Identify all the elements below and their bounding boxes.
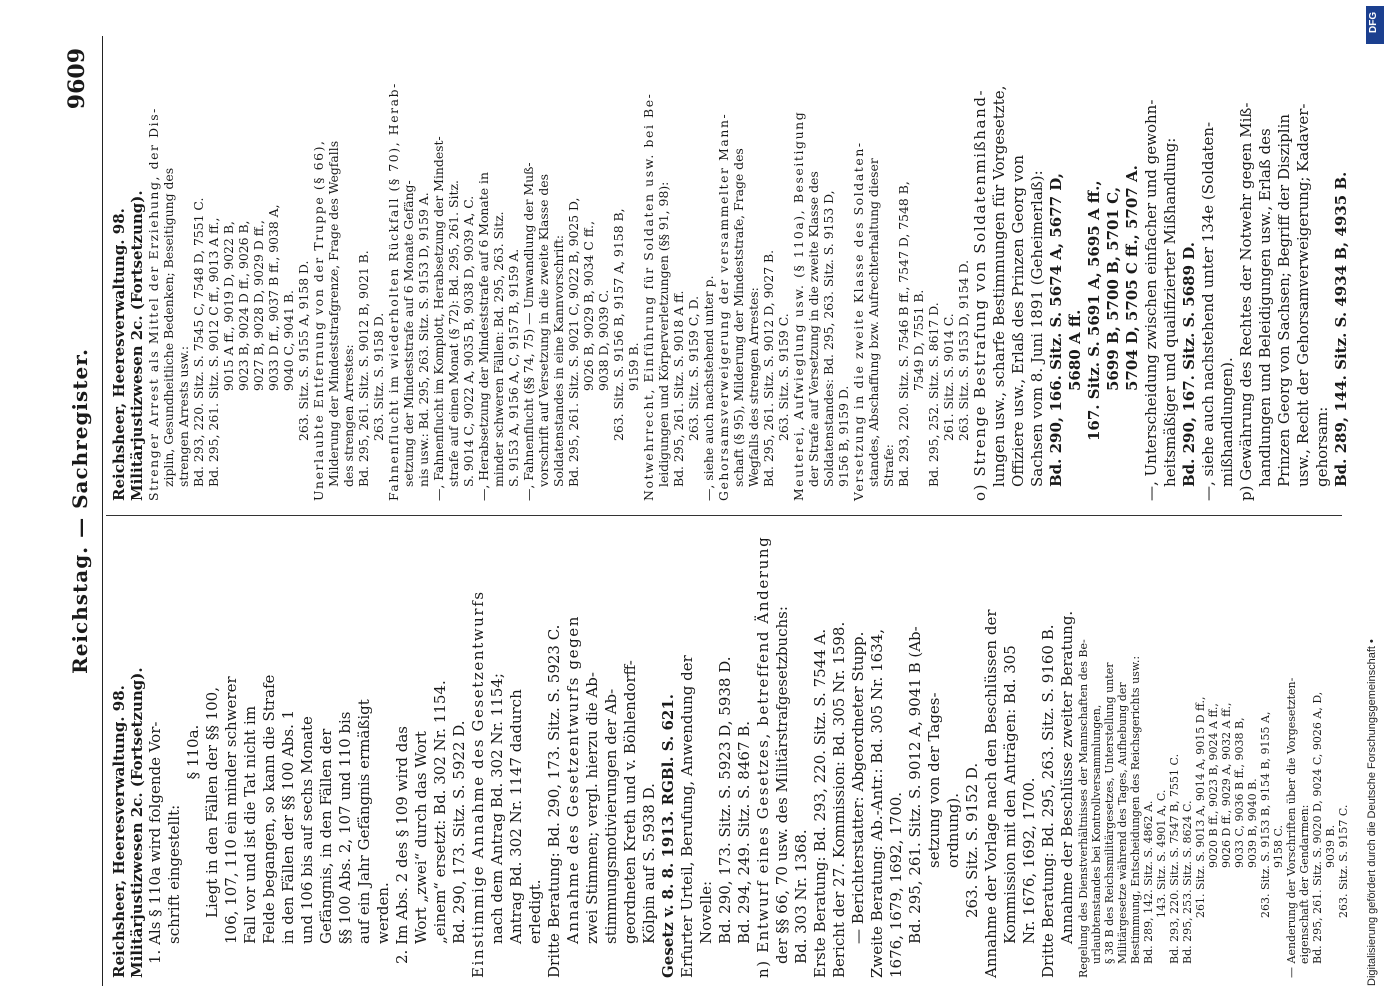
register-line: 263. Sitz. S. 9155 A, 9158 D.: [296, 260, 311, 441]
register-line: vorschrift auf Versetzung in die zweite Klasse des: [536, 174, 551, 487]
register-line: 5680 A ff.: [1066, 309, 1084, 391]
register-line: 7549 D, 7551 B.: [911, 289, 926, 391]
register-line: Milderung der Mindeststrafgrenze, Frage des Wegfalls: [326, 140, 341, 487]
register-line: —, siehe auch nachstehend unter p.: [701, 275, 716, 501]
register-line: Notwehrrecht, Einführung für Soldaten usw. bei Be-: [641, 92, 656, 501]
register-line: §§ 100 Abs. 2, 107 und 110 bis: [336, 711, 354, 944]
dfg-logo: [1366, 6, 1384, 44]
register-line: Annahme der Beschlüsse zweiter Beratung.: [1058, 610, 1076, 944]
register-line: eigenschaft der Gendarmen:: [1298, 804, 1311, 964]
register-line: erledigt.: [526, 879, 544, 944]
digitization-note: Digitalisierung gefördert durch die Deutsche Forschungsgemeinschaft •: [1366, 639, 1378, 986]
register-line: 2. Im Abs. 2 des § 109 wird das: [393, 725, 411, 964]
register-line: 263. Sitz. S. 9153 B, 9154 B, 9155 A,: [1259, 711, 1272, 918]
register-line: Bd. 290, 167. Sitz. S. 5689 D.: [1180, 242, 1198, 487]
register-line: setzung von der Tages-: [925, 692, 943, 868]
register-line: 9040 C, 9041 B.: [281, 290, 296, 391]
register-line: Liegt in den Fällen der §§ 100,: [203, 687, 221, 918]
register-line: —, siehe auch nachstehend unter 134e (Soldaten-: [1199, 121, 1217, 501]
register-line: Bd. 295, 261. Sitz. S. 9012 B, 9021 B.: [356, 250, 371, 487]
register-line: und 106 bis auf sechs Monate: [298, 716, 316, 944]
register-line: werden.: [374, 882, 392, 944]
register-line: 1. Als § 110a wird folgende Vor-: [146, 721, 164, 964]
register-line: stimmungsmotivierungen der Ab-: [602, 688, 620, 944]
register-line: p) Gewährung des Rechtes der Notwehr gegen Miß-: [1237, 102, 1255, 501]
register-line: Bd. 293, 220. Sitz. S. 7546 B ff., 7547 D, 7548 B,: [896, 181, 911, 487]
register-line: 9158 C.: [1272, 824, 1285, 868]
right-column-heading: Reichsheer, Heeresverwaltung. 98. Militärjustizwesen 2c. (Fortsetzung).: [110, 190, 146, 501]
register-line: Antrag Bd. 302 Nr. 1147 dadurch: [507, 689, 525, 944]
register-line: § 38 B des Reichsmilitärgesetzes, Unterstellung unter: [1103, 662, 1116, 964]
register-line: leidigungen und Körperverletzungen (§§ 91, 98):: [656, 181, 671, 487]
right-column-entries: [146, 49, 1351, 501]
register-line: n) Entwurf eines Gesetzes, betreffend Änderung: [754, 535, 772, 978]
register-line: 5704 D, 5705 C ff., 5707 A.: [1123, 165, 1141, 391]
register-line: 9033 C, 9036 B ff., 9038 B,: [1233, 717, 1246, 868]
register-line: Versetzung in die zweite Klasse des Soldaten-: [851, 141, 866, 501]
register-line: Bd. 294, 249. Sitz. S. 8467 B.: [735, 720, 753, 944]
register-line: 1676, 1679, 1692, 1700.: [887, 791, 905, 978]
register-line: Soldatenstandes: Bd. 295, 263. Sitz. S. 9153 D,: [821, 190, 836, 487]
register-line: 9038 D, 9039 C.: [596, 289, 611, 391]
register-line: Bd. 290, 166. Sitz. S. 5674 A, 5677 D,: [1047, 172, 1065, 487]
running-title: Reichstag. — Sachregister.: [68, 348, 92, 674]
register-line: Gefängnis, in den Fällen der: [317, 728, 335, 944]
register-line: Bericht der 27. Kommission: Bd. 305 Nr. 1598.: [830, 621, 848, 978]
register-line: Erfurter Urteil, Berufung, Anwendung der: [678, 655, 696, 978]
register-line: Bd. 295, 261. Sitz. S. 9020 D, 9024 C, 9026 A, D,: [1311, 691, 1324, 964]
register-line: Meuterei, Aufwieglung usw. (§ 110a), Beseitigung: [791, 110, 806, 501]
register-line: Einstimmige Annahme des Gesetzentwurfs: [469, 590, 487, 978]
register-line: gehorsam:: [1313, 406, 1331, 487]
register-line: Bd. 295, 261. Sitz. S. 9012 A, 9041 B (Ab-: [906, 626, 924, 944]
register-line: Novelle:: [697, 880, 715, 944]
register-line: Dritte Beratung: Bd. 295, 263. Sitz. S. 9160 B.: [1039, 624, 1057, 978]
register-line: des strengen Arrestes:: [341, 344, 356, 487]
register-line: Fahnenflucht im wiederholten Rückfall (§ 70), Herab-: [386, 82, 401, 501]
left-column-entries: [146, 526, 1350, 978]
register-line: 9033 D ff., 9037 B ff., 9038 A,: [266, 204, 281, 391]
register-line: Bd. 295, 261. Sitz. S. 9012 D, 9027 B.: [761, 249, 776, 487]
register-line: Strenger Arrest als Mittel der Erziehung, der Dis-: [146, 107, 161, 501]
register-line: Annahme des Gesetzentwurfs gegen: [564, 614, 582, 944]
left-column: [110, 526, 1350, 978]
register-line: Felde begangen, so kann die Strafe: [260, 674, 278, 944]
register-line: Kölpin auf S. 5938 D.: [640, 783, 658, 944]
register-line: 261. Sitz. S. 9014 C.: [941, 313, 956, 441]
register-line: Bd. 303 Nr. 1368.: [792, 829, 810, 964]
register-line: Bd. 295, 252. Sitz. S. 8617 D.: [926, 302, 941, 487]
register-line: 263. Sitz. S. 9157 C.: [1337, 804, 1350, 918]
register-line: Bd. 290, 173. Sitz. S. 5923 D, 5938 D.: [716, 656, 734, 944]
register-line: handlungen und Beleidigungen usw., Erlaß des: [1256, 128, 1274, 487]
register-line: standes, Abschaffung bzw. Aufrechterhaltung dieser: [866, 158, 881, 487]
register-line: Soldatenstandes in eine Kannvorschrift:: [551, 234, 566, 487]
register-line: urlaubtenstandes bei Kontrollversammlungen,: [1090, 704, 1103, 964]
register-line: Erste Beratung: Bd. 293, 220. Sitz. S. 7544 A.: [811, 628, 829, 978]
register-line: Bestimmung, Entscheidungen des Reichsgerichts usw.:: [1129, 655, 1142, 964]
register-line: usw., Recht der Gehorsamverweigerung; Kadaver-: [1294, 103, 1312, 487]
register-line: Bd. 289, 142. Sitz. S. 4862 A.: [1142, 800, 1155, 964]
register-line: Militärgesetze während des Tages, Aufhebung der: [1116, 682, 1129, 964]
register-line: 9023 B, 9024 D ff., 9026 B,: [236, 220, 251, 391]
register-line: — Berichterstatter: Abgeordneter Stupp.: [849, 631, 867, 944]
register-line: 9026 B, 9029 B, 9034 C ff.,: [581, 220, 596, 391]
register-line: Bd. 293, 220. Sitz. S. 7545 C, 7548 D, 7551 C.: [191, 197, 206, 487]
register-line: S. 9014 C, 9022 A, 9035 B, 9038 D, 9039 A, C.: [461, 195, 476, 487]
register-line: Zweite Beratung: Ab.-Antr.: Bd. 305 Nr. 1634,: [868, 629, 886, 978]
register-line: Bd. 295, 261. Sitz. S. 9012 C ff., 9013 A ff.,: [206, 217, 221, 487]
left-column-heading: Reichsheer, Heeresverwaltung. 98. Militärjustizwesen 2c. (Fortsetzung).: [110, 667, 146, 978]
register-line: der §§ 66, 70 usw. des Militärstrafgesetzbuchs:: [773, 606, 791, 964]
register-line: geordneten Kreth und v. Böhlendorff-: [621, 660, 639, 944]
register-line: Bd. 293, 220. Sitz. S. 7547 B, 7551 C.: [1168, 753, 1181, 964]
register-line: 9020 B ff., 9023 B, 9024 A ff.,: [1207, 703, 1220, 868]
register-line: Wegfalls des strengen Arrestes:: [746, 287, 761, 487]
register-line: Sachsen vom 8. Juni 1891 (Geheimerlaß):: [1028, 170, 1046, 487]
register-line: 263. Sitz. S. 9159 C.: [776, 313, 791, 441]
page-header: [50, 36, 103, 986]
register-line: zwei Stimmen; vergl. hierzu die Ab-: [583, 672, 601, 944]
register-line: Gehorsamsverweigerung der versammelter Mann-: [716, 112, 731, 501]
register-line: 5699 B, 5700 B, 5701 C,: [1104, 186, 1122, 391]
register-line: Unerlaubte Entfernung von der Truppe (§ 66),: [311, 139, 326, 501]
register-line: Bd. 295, 261. Sitz. S. 9021 C, 9022 B, 9025 D,: [566, 197, 581, 487]
register-line: strengen Arrests usw.:: [176, 345, 191, 487]
register-line: Bd. 289, 144. Sitz. S. 4934 B, 4935 B.: [1332, 171, 1350, 487]
register-line: 9159 B.: [626, 342, 641, 391]
register-line: 263. Sitz. S. 9152 D.: [963, 762, 981, 918]
right-column: [110, 49, 1350, 501]
register-line: lungen usw., scharfe Bestimmungen für Vorgesetzte,: [990, 85, 1008, 487]
register-line: —, Unterscheidung zwischen einfacher und gewohn-: [1142, 99, 1160, 501]
register-line: „einem“ ersetzt: Bd. 302 Nr. 1154.: [431, 680, 449, 944]
register-line: Dritte Beratung: Bd. 290, 173. Sitz. S. 5923 C.: [545, 624, 563, 978]
rotated-register-page: [50, 36, 1350, 986]
register-line: schaft (§ 95), Milderung der Mindeststrafe, Frage des: [731, 148, 746, 487]
register-line: schrift eingestellt:: [165, 804, 183, 944]
register-line: in den Fällen der §§ 100 Abs. 1: [279, 709, 297, 944]
register-line: 9039 B, 9040 B.: [1246, 778, 1259, 868]
register-line: nach dem Antrag Bd. 302 Nr. 1154;: [488, 673, 506, 944]
register-line: Bd. 295, 253. Sitz. S. 8624 C.: [1181, 800, 1194, 964]
register-line: 9027 B, 9028 D, 9029 D ff.,: [251, 220, 266, 391]
register-line: Wort „zwei“ durch das Wort: [412, 731, 430, 944]
register-line: Bd. 295, 261. Sitz. S. 9018 A ff.: [671, 290, 686, 487]
dfg-logo-text: DFG: [1368, 11, 1379, 33]
register-line: 263. Sitz. S. 9158 D.: [371, 312, 386, 441]
register-line: Fall vor und ist die Tat nicht im: [241, 705, 259, 944]
register-line: § 110a.: [184, 724, 202, 780]
register-line: —, Fahnenflucht im Komplott, Herabsetzung der Mindest-: [431, 136, 446, 501]
register-line: o) Strenge Bestrafung von Soldatenmißhand-: [971, 88, 989, 501]
register-line: 106, 107, 110 ein minder schwerer: [222, 676, 240, 944]
register-line: setzung der Mindeststrafe auf 6 Monate Gefäng-: [401, 180, 416, 487]
register-line: 9039 B.: [1324, 824, 1337, 868]
register-line: S. 9153 A, 9156 A, C, 9157 B, 9159 A.: [506, 248, 521, 487]
register-line: Kommission mit den Anträgen: Bd. 305: [1001, 645, 1019, 944]
column-divider: [106, 515, 1342, 516]
register-line: Annahme der Vorlage nach den Beschlüssen der: [982, 609, 1000, 978]
register-line: 263. Sitz. S. 9156 B, 9157 A, 9158 B,: [611, 208, 626, 441]
register-line: 261. Sitz. S. 9013 A, 9014 A, 9015 D ff.,: [1194, 696, 1207, 918]
register-line: 263. Sitz. S. 9153 D, 9154 D.: [956, 259, 971, 441]
register-line: strafe auf einen Monat (§ 72): Bd. 295, 261. Sitz.: [446, 180, 461, 487]
register-line: heitsmäßiger und qualifizierter Mißhandlung:: [1161, 137, 1179, 487]
register-line: minder schweren Fällen: Bd. 295, 263. Sitz.: [491, 211, 506, 487]
register-line: ordnung).: [944, 792, 962, 868]
register-line: Gesetz v. 8. 8. 1913. RGBl. S. 621.: [659, 694, 677, 978]
register-line: 9015 A ff., 9019 D, 9022 B,: [221, 221, 236, 391]
register-line: —, Fahnenflucht (§§ 74, 75) — Umwandlung der Muß-: [521, 162, 536, 501]
register-line: —, Herabsetzung der Mindeststrafe auf 6 Monate in: [476, 172, 491, 501]
register-line: nis usw.: Bd. 295, 263. Sitz. S. 9153 D, 9159 A.: [416, 192, 431, 487]
register-line: Offiziere usw., Erlaß des Prinzen Georg von: [1009, 155, 1027, 487]
register-line: Nr. 1676, 1692, 1700.: [1020, 777, 1038, 944]
register-line: 263. Sitz. S. 9159 C, D.: [686, 295, 701, 441]
register-line: Regelung des Dienstverhältnisses der Mannschaften des Be-: [1077, 639, 1090, 978]
register-line: der Strafe auf Versetzung in die zweite Klasse des: [806, 171, 821, 487]
register-line: 9026 D ff., 9029 A, 9032 A ff.,: [1220, 702, 1233, 868]
register-line: auf ein Jahr Gefängnis ermäßigt: [355, 699, 373, 944]
register-line: Strafe:: [881, 444, 896, 487]
register-line: 167. Sitz. S. 5691 A, 5695 A ff.,: [1085, 180, 1103, 441]
register-line: ziplin, Gesundheitliche Bedenken; Beseitigung des: [161, 167, 176, 487]
digitization-sidebar: [1352, 0, 1376, 1000]
register-line: Bd. 290, 173. Sitz. S. 5922 D.: [450, 720, 468, 944]
page-number: 9609: [64, 48, 90, 110]
register-line: 9156 B, 9159 D.: [836, 385, 851, 487]
register-line: 143. Sitz. S. 4901 A, C.: [1155, 789, 1168, 918]
register-line: Prinzen Georg von Sachsen; Begriff der Disziplin: [1275, 113, 1293, 487]
register-line: mißhandlungen).: [1218, 357, 1236, 487]
register-line: — Aenderung der Vorschriften über die Vorgesetzten-: [1285, 677, 1298, 978]
